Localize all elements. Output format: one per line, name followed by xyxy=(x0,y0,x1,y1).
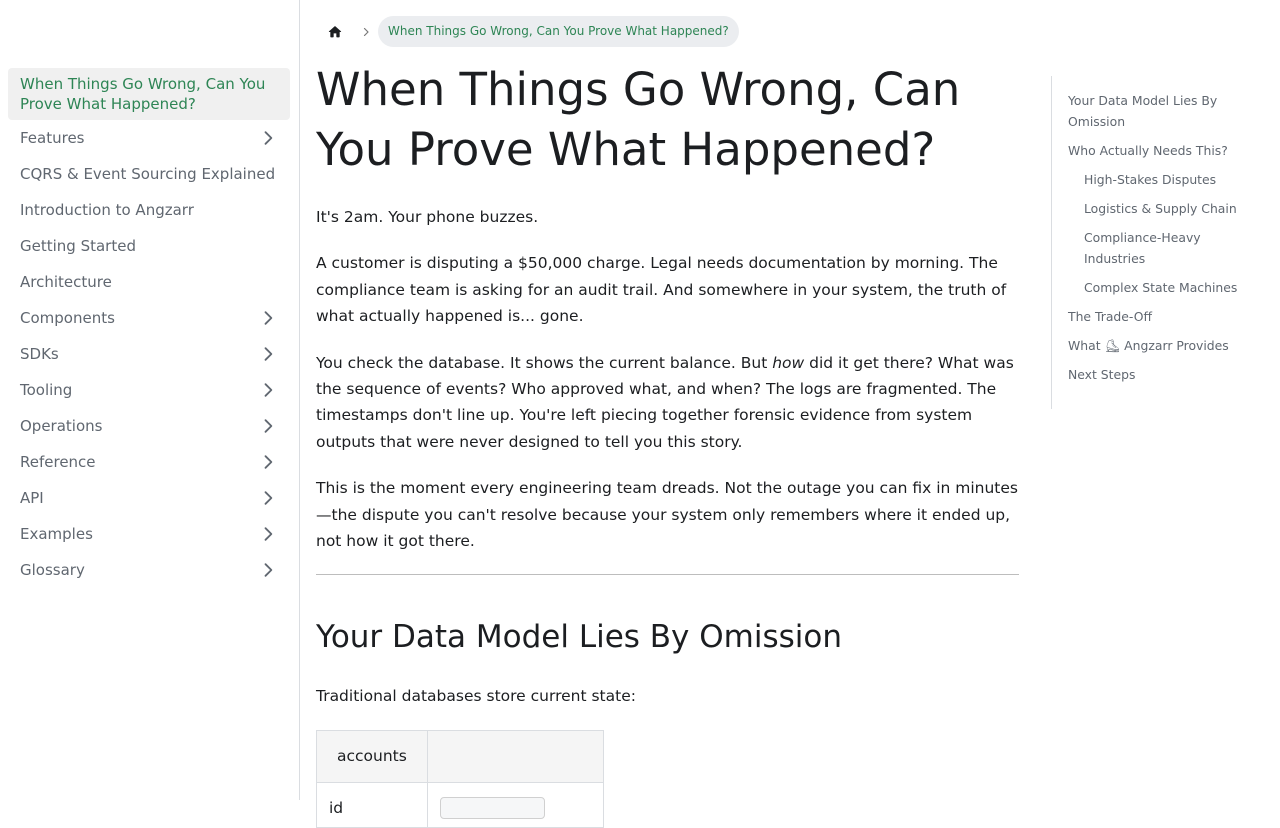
toc-item[interactable]: Who Actually Needs This? xyxy=(1068,143,1228,158)
section-heading: Your Data Model Lies By Omission xyxy=(316,619,843,656)
sidebar-item-label: Getting Started xyxy=(20,237,136,255)
sidebar-item-label: Operations xyxy=(20,417,103,435)
sidebar-item-api[interactable] xyxy=(8,480,290,516)
sidebar-item-label: Glossary xyxy=(20,561,85,579)
sidebar-item-glossary[interactable] xyxy=(8,552,290,588)
sidebar-item-label: API xyxy=(20,489,44,507)
paragraph-text: You check the database. It shows the current balance. But xyxy=(316,353,773,372)
table-header-cell: accounts xyxy=(317,730,428,782)
sidebar-item-label: Examples xyxy=(20,525,93,543)
chevron-right-icon[interactable] xyxy=(258,416,278,436)
sidebar-item-getting-started[interactable] xyxy=(8,228,290,264)
table-header-row xyxy=(317,730,604,782)
sidebar-item-architecture[interactable] xyxy=(8,264,290,300)
main-content xyxy=(316,0,1019,817)
breadcrumb-current: When Things Go Wrong, Can You Prove What Happened? xyxy=(378,16,739,47)
toc-item[interactable]: Complex State Machines xyxy=(1084,280,1238,295)
toc-item[interactable]: Compliance-Heavy Industries xyxy=(1084,230,1201,266)
divider xyxy=(316,574,1019,575)
chevron-right-icon[interactable] xyxy=(258,380,278,400)
paragraph: Traditional databases store current state: xyxy=(316,687,636,706)
paragraph: A customer is disputing a $50,000 charge. Legal needs documentation by morning. The compliance team is asking for an audit trail. And somewhere in your system, the truth of what actually happened is... gone. xyxy=(316,254,1007,326)
toc-item[interactable]: The Trade-Off xyxy=(1068,309,1153,324)
sidebar-item-label: When Things Go Wrong, Can You Prove What Happened? xyxy=(20,75,266,113)
emphasis-text: how xyxy=(772,353,805,372)
chevron-right-icon[interactable] xyxy=(258,524,278,544)
sidebar-item-introduction[interactable] xyxy=(8,192,290,228)
table-cell: id xyxy=(317,782,428,827)
sidebar-menu xyxy=(8,68,290,588)
breadcrumb xyxy=(316,16,739,47)
sidebar-item-label: Components xyxy=(20,309,115,327)
sidebar xyxy=(0,0,300,800)
paragraph: This is the moment every engineering team dreads. Not the outage you can fix in minutes—the dispute you can't resolve because your system only remembers where it ended up, not how it got there. xyxy=(316,479,1018,551)
sidebar-item-label: Reference xyxy=(20,453,96,471)
sidebar-item-when-things-go-wrong[interactable] xyxy=(8,68,290,120)
chevron-right-icon[interactable] xyxy=(258,344,278,364)
toc-item[interactable]: What ⛸ Angzarr Provides xyxy=(1068,338,1229,353)
paragraph xyxy=(316,350,1019,456)
toc-item[interactable]: Logistics & Supply Chain xyxy=(1084,201,1237,216)
paragraph-text: did it get there? What was the sequence of events? Who approved what, and when? The logs are fragmented. The timestamps don't line up. You're left piecing together forensic evidence from system outputs that were never designed to tell you this story. xyxy=(316,353,1014,451)
table-header-cell xyxy=(427,730,603,782)
toc-item[interactable]: Next Steps xyxy=(1068,367,1136,382)
sidebar-item-components[interactable] xyxy=(8,300,290,336)
chevron-right-icon[interactable] xyxy=(258,128,278,148)
code-chip xyxy=(440,797,545,819)
toc-item[interactable]: Your Data Model Lies By Omission xyxy=(1068,93,1218,129)
accounts-table xyxy=(316,730,604,828)
sidebar-item-features[interactable] xyxy=(8,120,290,156)
sidebar-item-sdks[interactable] xyxy=(8,336,290,372)
sidebar-item-reference[interactable] xyxy=(8,444,290,480)
sidebar-item-cqrs[interactable] xyxy=(8,156,290,192)
sidebar-item-examples[interactable] xyxy=(8,516,290,552)
table-of-contents xyxy=(1051,76,1261,409)
table-row xyxy=(317,782,604,827)
sidebar-item-operations[interactable] xyxy=(8,408,290,444)
article-body xyxy=(316,204,1019,828)
sidebar-item-label: Introduction to Angzarr xyxy=(20,201,194,219)
paragraph: It's 2am. Your phone buzzes. xyxy=(316,208,539,226)
sidebar-item-tooling[interactable] xyxy=(8,372,290,408)
chevron-right-icon[interactable] xyxy=(258,560,278,580)
sidebar-item-label: Architecture xyxy=(20,273,112,291)
home-icon[interactable] xyxy=(316,16,354,47)
sidebar-item-label: SDKs xyxy=(20,345,59,363)
chevron-right-icon xyxy=(354,26,378,38)
chevron-right-icon[interactable] xyxy=(258,488,278,508)
toc-item[interactable]: High-Stakes Disputes xyxy=(1084,172,1217,187)
chevron-right-icon[interactable] xyxy=(258,452,278,472)
sidebar-item-label: Features xyxy=(20,129,85,147)
chevron-right-icon[interactable] xyxy=(258,308,278,328)
sidebar-item-label: Tooling xyxy=(20,381,73,399)
page-title: When Things Go Wrong, Can You Prove What Happened? xyxy=(316,63,961,176)
table-cell xyxy=(427,782,603,827)
sidebar-item-label: CQRS & Event Sourcing Explained xyxy=(20,165,276,183)
